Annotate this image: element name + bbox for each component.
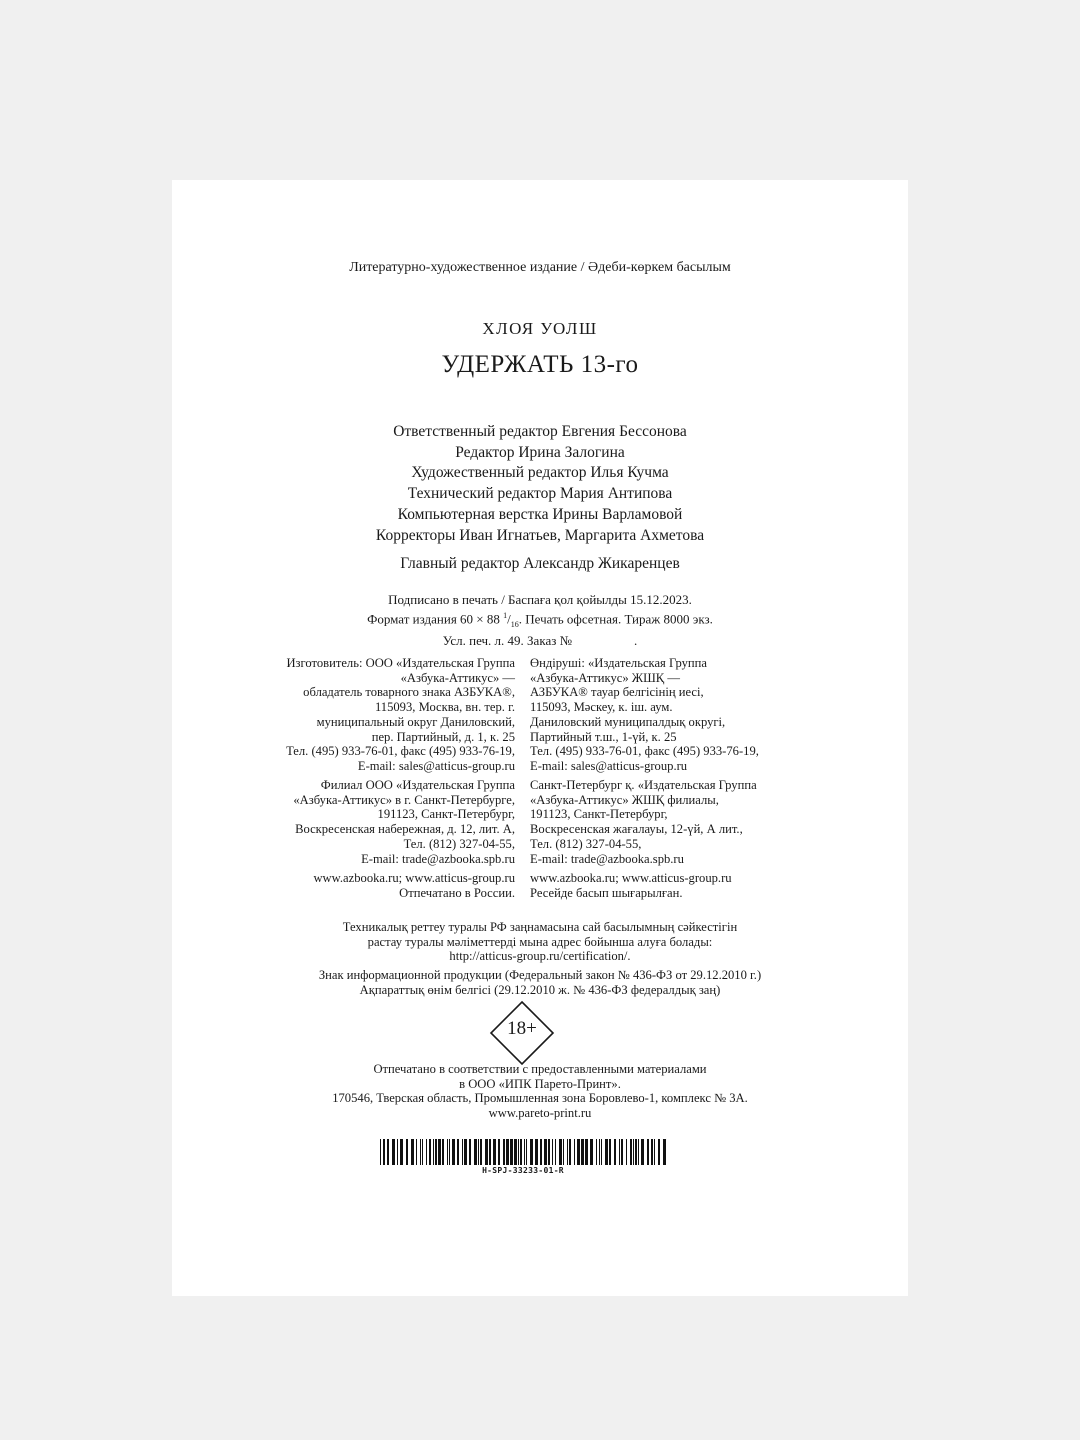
print-info xyxy=(172,592,908,649)
sheets-line: Усл. печ. л. 49. Заказ № . xyxy=(442,632,638,648)
chief-editor: Главный редактор Александр Жикаренцев xyxy=(400,555,680,572)
staff-line: Художественный редактор Илья Кучма xyxy=(411,464,669,482)
staff-line: Редактор Ирина Залогина xyxy=(455,443,625,461)
staff-line: Ответственный редактор Евгения Бессонова xyxy=(393,423,687,440)
staff-line: Технический редактор Мария Антипова xyxy=(407,485,673,503)
format-line: Формат издания 60 × 88 $^1/_{16}$. Печать офсетная. Тираж 8000 экз. xyxy=(367,611,713,629)
signed-date: Подписано в печать / Баспаға қол қойылды 15.12.2023. xyxy=(388,592,692,607)
branch-ru: Филиал ООО «Издательская Группа «Азбука-Аттикус» в г. Санкт-Петербурге, 191123, Санкт-Петербург, Воскресенская набережная, д. 12, лит. А, Тел. (812) 327-04-55, E-mail: trade@azbooka.spb.ru xyxy=(293,778,515,866)
book-title: УДЕРЖАТЬ 13-го xyxy=(441,351,639,378)
staff-line: Корректоры Иван Игнатьев, Маргарита Ахметова xyxy=(375,526,705,544)
barcode-code: H-SPJ-33233-01-R xyxy=(482,1166,564,1175)
manufacturer-kz: Өндіруші: «Издательская Группа «Азбука-Аттикус» ЖШҚ — АЗБУКА® тауар белгісінің иесі, 115093, Мәскеу, к. іш. аум. Даниловский муниципалдық округі, Партийный т.ш., 1-үй, к. 25 Тел. (495) 933-76-01, факс (495) 933-76-19, E-mail: sales@atticus-group.ru xyxy=(530,656,759,773)
author-name: ХЛОЯ УОЛШ xyxy=(482,319,598,338)
genre-line: Литературно-художественное издание / Әдеби-көркем басылым xyxy=(349,260,731,275)
staff-list xyxy=(172,422,908,546)
imprint-page xyxy=(172,180,908,1296)
manufacturer-ru: Изготовитель: ООО «Издательская Группа «Азбука-Аттикус» — обладатель товарного знака АЗБУКА®, 115093, Москва, вн. тер. г. муниципальный округ Даниловский, пер. Партийный, д. 1, к. 25 Тел. (495) 933-76-01, факс (495) 933-76-19, E-mail: sales@atticus-group.ru xyxy=(286,656,515,773)
printer-info: Отпечатано в соответствии с предоставленными материалами в ООО «ИПК Парето-Принт». 170546, Тверская область, Промышленная зона Боровлево-1, комплекс № 3А. www.pareto-print.ru xyxy=(332,1062,748,1121)
age-rating: 18+ xyxy=(507,1018,537,1039)
branch-kz: Санкт-Петербург қ. «Издательская Группа «Азбука-Аттикус» ЖШҚ филиалы, 191123, Санкт-Петербург, Воскресенская жағалауы, 12-үй, А лит., Тел. (812) 327-04-55, E-mail: trade@azbooka.spb.ru xyxy=(530,778,757,866)
info-sign-note: Знак информационной продукции (Федеральный закон № 436-ФЗ от 29.12.2010 г.) Ақпараттық өнім белгісі (29.12.2010 ж. № 436-ФЗ федералдық заң) xyxy=(318,968,762,997)
web-kz: www.azbooka.ru; www.atticus-group.ru Ресейде басып шығарылған. xyxy=(530,871,732,900)
web-ru: www.azbooka.ru; www.atticus-group.ru Отпечатано в России. xyxy=(313,871,515,900)
certification-note: Техникалық реттеу туралы РФ заңнамасына сай басылымның сәйкестігін растау туралы мәліметтерді мына адрес бойынша алуға болады: http://atticus-group.ru/certification/. xyxy=(342,920,738,964)
staff-line: Компьютерная верстка Ирины Варламовой xyxy=(397,505,683,523)
barcode-icon xyxy=(380,1139,666,1165)
